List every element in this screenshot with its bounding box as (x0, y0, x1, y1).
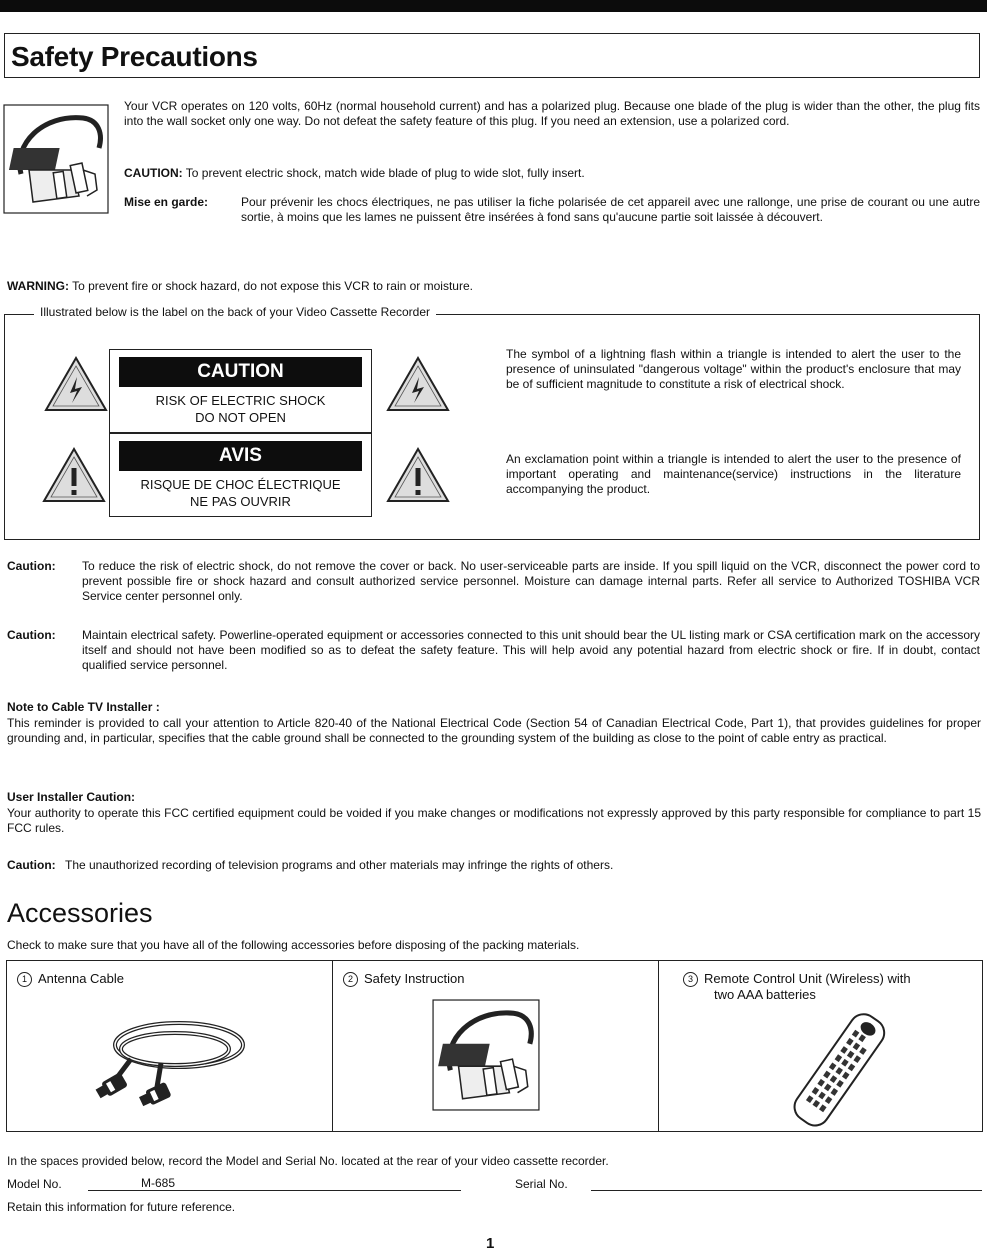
model-value: M-685 (141, 1176, 176, 1190)
warning-text: To prevent fire or shock hazard, do not expose this VCR to rain or moisture. (72, 279, 473, 293)
accessories-title: Accessories (7, 898, 153, 928)
exclamation-warning-icon (41, 446, 107, 504)
polarized-plug-illustration (3, 104, 109, 214)
page-title: Safety Precautions (11, 41, 258, 72)
caution2-label: Caution: (7, 628, 56, 642)
user-installer-title: User Installer Caution: (7, 790, 136, 804)
avis-label-title: AVIS (119, 441, 362, 471)
warning-label: WARNING: (7, 279, 69, 293)
serial-label: Serial No. (515, 1177, 568, 1191)
accessory-label (17, 971, 124, 987)
safety-instruction-icon (431, 999, 541, 1111)
accessories-table (6, 960, 983, 1132)
user-installer-text: Your authority to operate this FCC certified equipment could be voided if you make changes or modifications not expressly approved by this party responsible for compliance to part 15 FCC rules. (7, 806, 981, 835)
cable-note-text: This reminder is provided to call your attention to Article 820-40 of the National Electrical Code (Section 54 of Canadian Electrical Code, Part 1), that provides guidelines for proper grounding and, in particular, specifies that the cable ground shall be connected to the grounding system of the building as close to the point of cable entry as practical. (7, 716, 981, 745)
accessories-intro: Check to make sure that you have all of the following accessories before disposing of the packing materials. (7, 938, 580, 952)
accessory-name: Safety Instruction (364, 971, 465, 986)
plug-caution-label: CAUTION: (124, 166, 183, 180)
model-label: Model No. (7, 1177, 62, 1191)
caution3-text: The unauthorized recording of television programs and other materials may infringe the rights of others. (65, 858, 614, 872)
exclamation-warning-icon-right (385, 446, 451, 504)
mise-en-garde-text: Pour prévenir les chocs électriques, ne pas utiliser la fiche polarisée de cet appareil avec une rallonge, une prise de courant ou une autre sortie, à moins que les lames ne puissent être insérées à fond sans qu'aucune partie soit laissée à découvert. (241, 195, 980, 224)
item-number-badge: 1 (17, 972, 32, 987)
accessory-label (343, 971, 464, 987)
avis-label-line1: RISQUE DE CHOC ÉLECTRIQUE (140, 477, 341, 492)
lightning-description: The symbol of a lightning flash within a triangle is intended to alert the user to the presence of uninsulated "dangerous voltage" within the product's enclosure that may be of sufficient magnitude to constitute a risk of electrical shock. (506, 347, 961, 391)
accessory-label (683, 971, 911, 1003)
lightning-warning-icon (43, 355, 109, 413)
accessory-name-line2: two AAA batteries (714, 987, 816, 1002)
plug-caution-text: To prevent electric shock, match wide blade of plug to wide slot, fully insert. (185, 166, 585, 180)
caution-label-line1: RISK OF ELECTRIC SHOCK (155, 393, 326, 408)
accessory-cell-remote (659, 961, 982, 1131)
record-intro: In the spaces provided below, record the Model and Serial No. located at the rear of your video cassette recorder. (7, 1154, 609, 1168)
item-number-badge: 2 (343, 972, 358, 987)
caution3-line (7, 858, 981, 873)
lightning-warning-icon-right (385, 355, 451, 413)
item-number-badge: 3 (683, 972, 698, 987)
cable-note-title: Note to Cable TV Installer : (7, 700, 160, 714)
caution1-text: To reduce the risk of electric shock, do not remove the cover or back. No user-serviceable parts are inside. If you spill liquid on the VCR, disconnect the power cord to prevent possible fire or shock hazard and consult authorized service personnel. Moisture can damage internal parts. Refer all service to Authorized TOSHIBA VCR Service center personnel only. (82, 559, 980, 603)
remote-control-icon (771, 1011, 911, 1131)
avis-label-text (110, 476, 371, 510)
accessory-cell-antenna (7, 961, 333, 1131)
caution-label-line2: DO NOT OPEN (195, 410, 286, 425)
antenna-cable-icon (91, 1001, 261, 1111)
plug-intro-paragraph: Your VCR operates on 120 volts, 60Hz (normal household current) and has a polarized plug. Because one blade of the plug is wider than the other, the plug fits into the wall socket only one way. Do not defeat the safety feature of this plug. If you need an extension, use a polarized cord. (124, 99, 980, 128)
rear-label-legend: Illustrated below is the label on the back of your Video Cassette Recorder (34, 305, 436, 321)
accessory-cell-safety (333, 961, 659, 1131)
exclamation-description: An exclamation point within a triangle is intended to alert the user to the presence of important operating and maintenance(service) instructions in the literature accompanying the product. (506, 452, 961, 496)
mise-en-garde-label: Mise en garde: (124, 195, 209, 209)
warning-line (7, 279, 967, 294)
caution-label-box (109, 349, 372, 433)
retain-note: Retain this information for future reference. (7, 1200, 236, 1214)
plug-caution-line (124, 166, 980, 181)
avis-label-box (109, 433, 372, 517)
serial-input-line[interactable] (591, 1190, 982, 1191)
accessory-name: Remote Control Unit (Wireless) with (704, 971, 911, 986)
caution2-text: Maintain electrical safety. Powerline-operated equipment or accessories connected to this unit should bear the UL listing mark or CSA certification mark on the accessory itself and should not have been modified so as to defeat the safety feature. This will help avoid any potential hazard from electric shock or fire. If in doubt, contact qualified service personnel. (82, 628, 980, 672)
caution3-label: Caution: (7, 858, 56, 872)
title-box (4, 33, 980, 78)
caution1-label: Caution: (7, 559, 56, 573)
caution-label-title: CAUTION (119, 357, 362, 387)
accessory-name: Antenna Cable (38, 971, 125, 986)
top-rule (0, 0, 987, 12)
avis-label-line2: NE PAS OUVRIR (190, 494, 291, 509)
page-number: 1 (486, 1235, 495, 1252)
caution-label-text (110, 392, 371, 426)
